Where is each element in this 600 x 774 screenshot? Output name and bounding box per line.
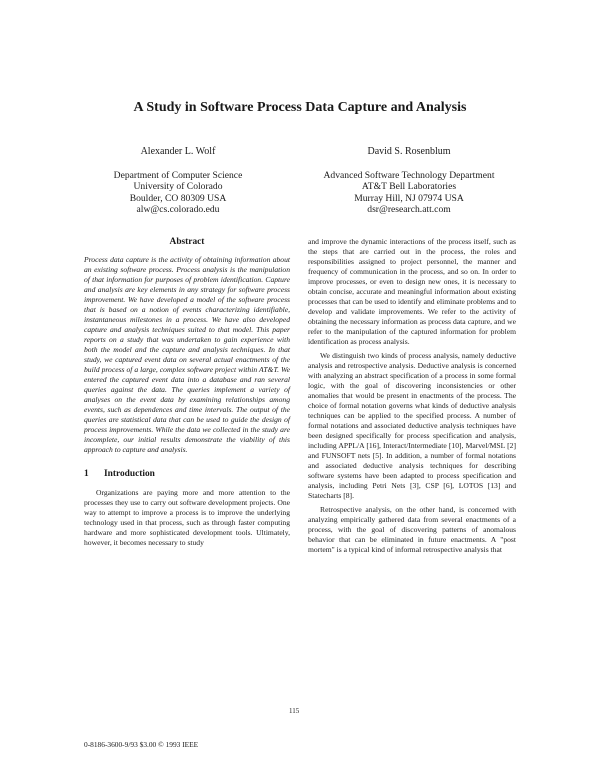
author-affiliation-line: Department of Computer Science: [113, 169, 243, 181]
author-block-1: [78, 146, 278, 216]
abstract-text: Process data capture is the activity of obtaining information about an existing software process. Process analysis is the manipulation of that information for purposes of problem identification. Capture and analysis are key elements in any strategy for software process improvement. We have developed a model of the software process that is based on a notion of events characterizing identifiable, instantaneous milestones in a process. We have also developed capture and analysis techniques suited to that model. This paper reports on a study that was undertaken to gain experience with both the model and the capture and analysis techniques. In that study, we captured event data on several actual enactments of the build process of a large, complex software project within AT&T. We entered the captured event data into a database and ran several queries against the data. The queries implement a variety of analyses on the event data by examining relationships among events, such as dependences and time intervals. The output of the queries are statistical data that can be used to guide the design of process improvements. While the data we collected in the study are incomplete, our initial results demonstrate the viability of this approach to capture and analysis.: [84, 255, 290, 454]
author-email: dsr@research.att.com: [367, 204, 451, 215]
author-name: David S. Rosenblum: [367, 146, 451, 157]
section-title: Introduction: [104, 469, 155, 479]
author-affiliation-line: Advanced Software Technology Department: [323, 169, 495, 181]
page-number: 115: [289, 707, 300, 715]
left-column: [84, 237, 290, 548]
section-number: 1: [84, 469, 89, 479]
section-heading: [84, 469, 290, 479]
author-affiliation-line: University of Colorado: [133, 181, 223, 192]
paper-title: A Study in Software Process Data Capture and Analysis: [133, 100, 467, 115]
author-affiliation-line: AT&T Bell Laboratories: [361, 181, 457, 192]
author-name: Alexander L. Wolf: [140, 146, 216, 157]
author-email: alw@cs.colorado.edu: [136, 204, 220, 215]
author-affiliation-line: Murray Hill, NJ 07974 USA: [354, 192, 464, 204]
body-paragraph: We distinguish two kinds of process analysis, namely deductive analysis and retrospective analysis. Deductive analysis is concerned with analyzing an abstract specification of a process in some formal logic, with the goal of discovering inconsistencies or other anomalies that would be present in enactments of the process. The choice of formal notation governs what kinds of deductive analysis techniques can be applied to the specified process. A number of formal notations and associated deductive analysis techniques have been designed specifically for process specification and analysis, including APPL/A [16], Interact/Intermediate [10], Marvel/MSL [2] and FUNSOFT nets [5]. In addition, a number of formal notations and associated deductive analysis techniques for describing software systems have been adapted to process specification and analysis, including Petri Nets [3], CSP [6], LOTOS [13] and Statecharts [8].: [308, 351, 516, 500]
author-affiliation-line: Boulder, CO 80309 USA: [129, 192, 227, 204]
body-paragraph: and improve the dynamic interactions of the process itself, such as the steps that are carried out in the process, the roles and responsibilities assigned to project personnel, the manner and frequency of communication in the process, and so on. In order to improve processes, or even to design new ones, it is necessary to obtain concise, accurate and meaningful information about existing processes that can be used to identify and eliminate problems and to develop and validate improvements. We refer to the activity of obtaining the necessary information as process data capture, and we refer to the manipulation of the captured information for problem identification as process analysis.: [308, 237, 516, 346]
author-block-2: [296, 146, 522, 216]
copyright-footer: 0-8186-3600-9/93 $3.00 © 1993 IEEE: [84, 740, 199, 749]
right-column: [308, 237, 516, 555]
body-paragraph: Retrospective analysis, on the other hand, is concerned with analyzing empirically gathered data from several enactments of a process, with the goal of discovering patterns of anomalous behavior that can be eliminated in future enactments. A "post mortem" is a typical kind of informal retrospective analysis that: [308, 505, 516, 554]
intro-paragraph: Organizations are paying more and more attention to the processes they use to carry out software development projects. One way to attempt to improve a process is to improve the underlying technology used in that process, such as through faster computing hardware and more sophisticated development tools. Ultimately, however, it becomes necessary to study: [84, 488, 290, 547]
abstract-heading: Abstract: [169, 237, 205, 247]
